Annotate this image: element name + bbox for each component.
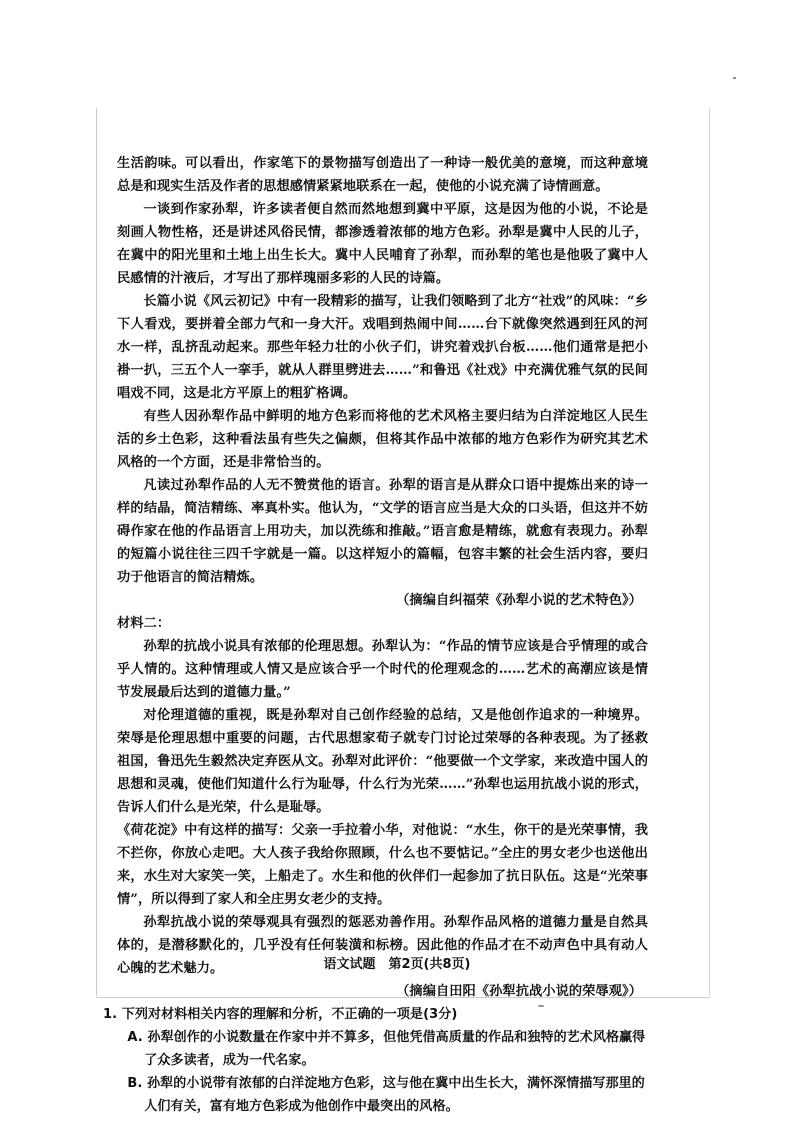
paragraph: 孙犁的抗战小说具有浓郁的伦理思想。孙犁认为：“作品的情节应该是合乎情理的或合乎人情的。这种情理或人情又是应该合乎一个时代的伦理观念的……艺术的高潮应该是情节发展最后达到的道德力量。”	[117, 639, 648, 700]
paragraph: 对伦理道德的重视，既是孙犁对自己创作经验的总结，又是他创作追求的一种境界。荣辱是伦理思想中重要的问题，古代思想家荀子就专门讨论过荣辱的各种表现。为了拯救祖国，鲁迅先生毅然决定弃医从文。孙犁对此评价：“他要做一个文学家，来改造中国人的思想和灵魂，使他们知道什么行为耻辱，什么行为光荣……”孙犁也运用抗战小说的形式，告诉人们什么是光荣，什么是耻辱。	[117, 708, 648, 815]
page-body	[103, 152, 648, 1118]
page-footer: 语文试题 第2页(共8页)	[323, 957, 471, 972]
material-heading: 材料二：	[117, 616, 171, 631]
paragraph-continuation: 生活韵味。可以看出，作家笔下的景物描写创造出了一种诗一般优美的意境，而这种意境总是和现实生活及作者的思想感情紧紧地联系在一起，使他的小说充满了诗情画意。	[117, 156, 648, 194]
question-option-b: B. 孙犁的小说带有浓郁的白洋淀地方色彩，这与他在冀中出生长大，满怀深情描写那里的人们有关，富有地方色彩成为他创作中最突出的风格。	[127, 1076, 645, 1114]
scan-speck	[733, 77, 736, 79]
source-citation: （摘编自田阳《孙犁抗战小说的荣辱观》）	[396, 984, 642, 999]
paragraph: 孙犁抗战小说的荣辱观具有强烈的惩恶劝善作用。孙犁作品风格的道德力量是自然具体的，是潜移默化的，几乎没有任何装潢和标榜。因此他的作品才在不动声色中具有动人心魄的艺术魅力。	[117, 915, 648, 976]
paragraph: 《荷花淀》中有这样的描写：父亲一手拉着小华，对他说：“水生，你干的是光荣事情，我不拦你，你放心走吧。大人孩子我给你照顾，什么也不要惦记。”全庄的男女老少也送他出来，水生对大家笑一笑，上船走了。水生和他的伙伴们一起参加了抗日队伍。这是“光荣事情”，所以得到了家人和全庄男女老少的支持。	[117, 823, 648, 907]
scan-border-right	[709, 108, 710, 996]
question-option-a: A. 孙犁创作的小说数量在作家中并不算多，但他凭借高质量的作品和独特的艺术风格赢得了众多读者，成为一代名家。	[127, 1030, 646, 1068]
source-citation: （摘编自纠福荣《孙犁小说的艺术特色》）	[396, 593, 642, 608]
paragraph: 长篇小说《风云初记》中有一段精彩的描写，让我们领略到了北方“社戏”的风味：“乡下人看戏，要拼着全部力气和一身大汗。戏唱到热闹中间……台下就像突然遇到狂风的河水一样，乱挤乱动起来。那些年轻力壮的小伙子们，讲究着戏扒台板……他们通常是把小褂一扒，三五个人一挛手，就从人群里劈进去……”和鲁迅《社戏》中充满优雅气氛的民间唱戏不同，这是北方平原上的粗犷格调。	[117, 294, 648, 401]
paragraph: 凡读过孙犁作品的人无不赞赏他的语言。孙犁的语言是从群众口语中提炼出来的诗一样的结晶，简洁精练、率真朴实。他认为，“文学的语言应当是大众的口头语，但这并不妨碍作家在他的作品语言上用功夫，加以洗练和推敲。”语言愈是精练，就愈有表现力。孙犁的短篇小说往往三四千字就是一篇。以这样短小的篇幅，包容丰繁的社会生活内容，要归功于他语言的简洁精炼。	[117, 478, 648, 585]
paragraph: 一谈到作家孙犁，许多读者便自然而然地想到冀中平原，这是因为他的小说，不论是刻画人物性格，还是讲述风俗民情，都渗透着浓郁的地方色彩。孙犁是冀中人民的儿子，在冀中的阳光里和土地上出生长大。冀中人民哺育了孙犁，而孙犁的笔也是他吸了冀中人民感情的汁液后，才写出了那样瑰丽多彩的人民的诗篇。	[117, 202, 648, 286]
question-stem: 1. 下列对材料相关内容的理解和分析，不正确的一项是(3分)	[103, 1007, 458, 1022]
scan-border-left	[96, 108, 97, 996]
paragraph: 有些人因孙犁作品中鲜明的地方色彩而将他的艺术风格主要归结为白洋淀地区人民生活的乡土色彩，这种看法虽有些失之偏颇，但将其作品中浓郁的地方色彩作为研究其艺术风格的一个方面，还是非常恰当的。	[117, 409, 648, 470]
